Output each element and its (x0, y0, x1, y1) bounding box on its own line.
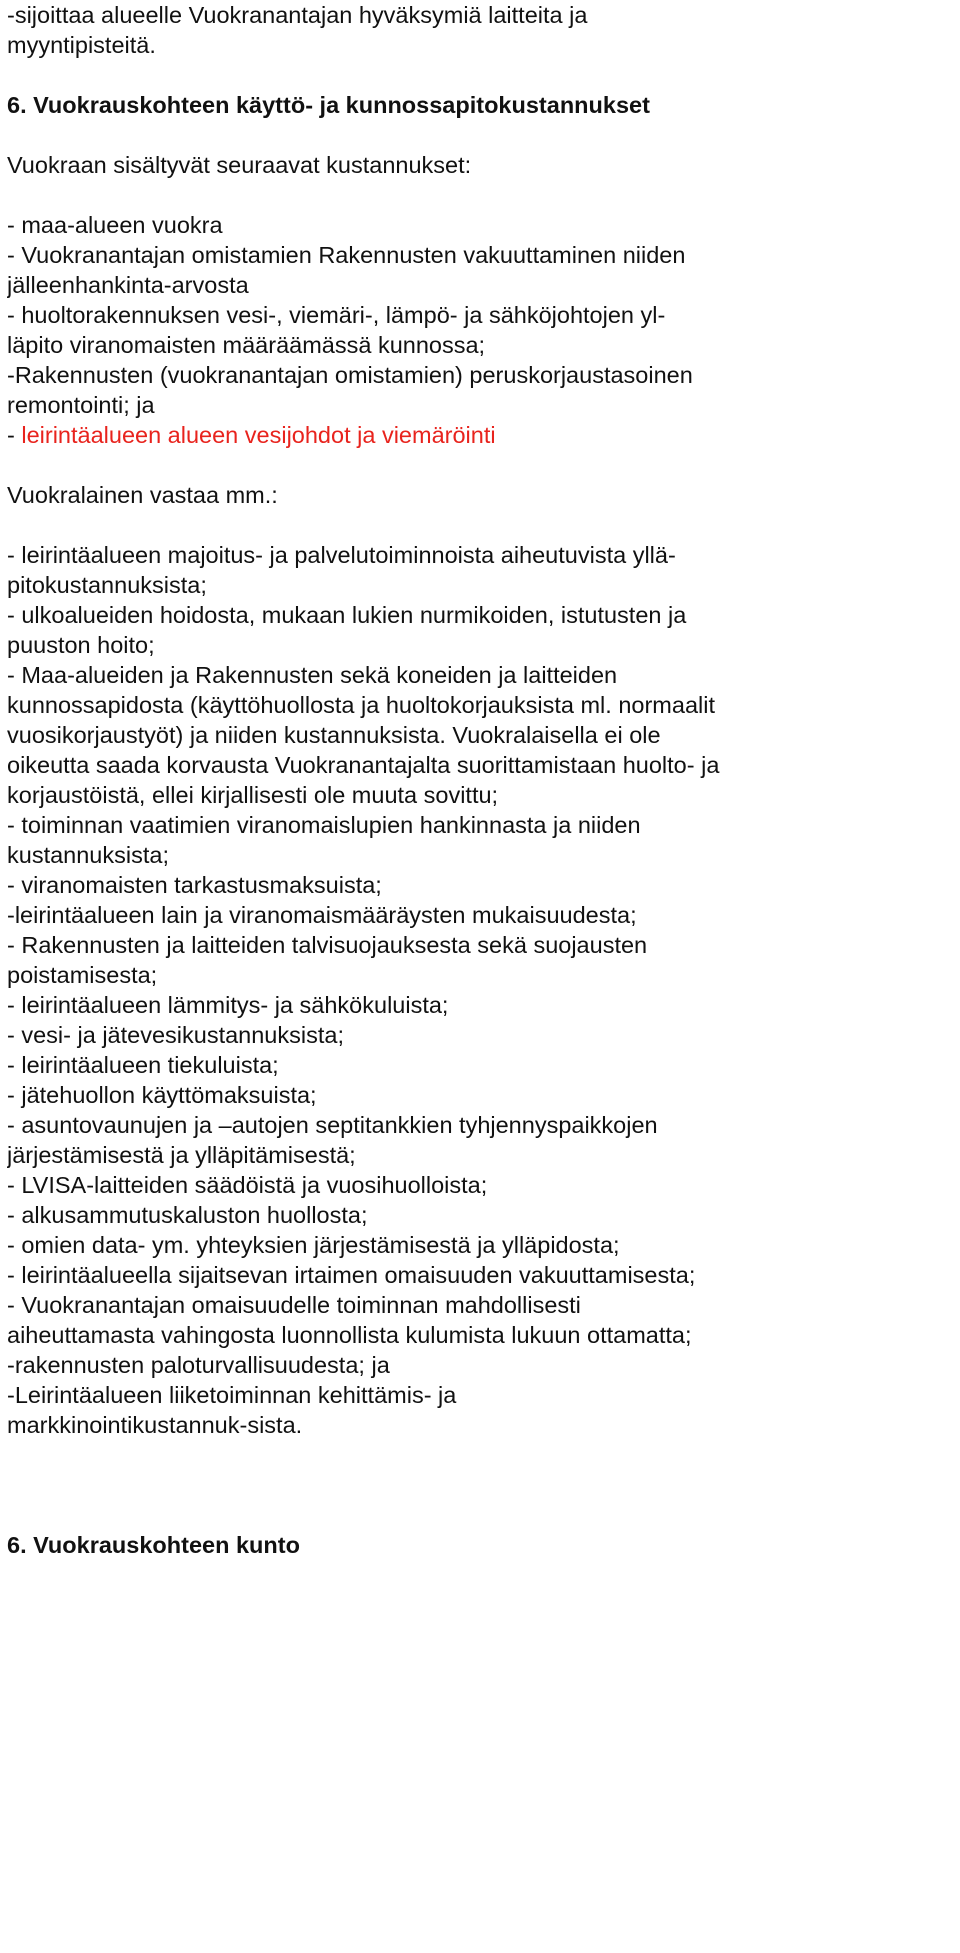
list-item: - leirintäalueen tiekuluista; (7, 1052, 279, 1078)
list-item: - toiminnan vaatimien viranomaislupien hankinnasta ja niiden (7, 812, 641, 838)
list-item: - vesi- ja jätevesikustannuksista; (7, 1022, 344, 1048)
list-item: - viranomaisten tarkastusmaksuista; (7, 872, 382, 898)
list-item: - leirintäalueen lämmitys- ja sähkökuluista; (7, 992, 449, 1018)
spacer (7, 60, 952, 90)
list-item: pitokustannuksista; (7, 572, 207, 598)
section-heading: 6. Vuokrauskohteen käyttö- ja kunnossapitokustannukset (7, 92, 650, 118)
intro-line-1: -sijoittaa alueelle Vuokranantajan hyväksymiä laitteita ja (7, 2, 588, 28)
list-item: -leirintäalueen lain ja viranomaismääräysten mukaisuudesta; (7, 902, 637, 928)
spacer (7, 120, 952, 150)
list-item: -rakennusten paloturvallisuudesta; ja (7, 1352, 390, 1378)
list-bullet: - (7, 422, 22, 448)
document-page (7, 0, 952, 1560)
highlighted-text: leirintäalueen alueen vesijohdot ja viemäröinti (21, 422, 496, 448)
list-item: kustannuksista; (7, 842, 169, 868)
list-item: - alkusammutuskaluston huollosta; (7, 1202, 368, 1228)
list-item: - maa-alueen vuokra (7, 212, 223, 238)
spacer (7, 180, 952, 210)
list-item: - Rakennusten ja laitteiden talvisuojauksesta sekä suojausten (7, 932, 648, 958)
included-costs-title: Vuokraan sisältyvät seuraavat kustannukset: (7, 152, 472, 178)
list-item: - omien data- ym. yhteyksien järjestämisestä ja ylläpidosta; (7, 1232, 620, 1258)
included-costs-list (7, 210, 952, 450)
list-item: vuosikorjaustyöt) ja niiden kustannuksista. Vuokralaisella ei ole (7, 722, 661, 748)
list-item: - Vuokranantajan omistamien Rakennusten vakuuttaminen niiden (7, 242, 686, 268)
intro-line-2: myyntipisteitä. (7, 32, 156, 58)
list-item: -Leirintäalueen liiketoiminnan kehittämis- ja (7, 1382, 457, 1408)
list-item: - leirintäalueen majoitus- ja palvelutoiminnoista aiheutuvista yllä- (7, 542, 676, 568)
list-item: puuston hoito; (7, 632, 155, 658)
list-item: markkinointikustannuk-sista. (7, 1412, 303, 1438)
list-item: - ulkoalueiden hoidosta, mukaan lukien nurmikoiden, istutusten ja (7, 602, 687, 628)
spacer (7, 1440, 952, 1470)
spacer (7, 510, 952, 540)
list-item: - LVISA-laitteiden säädöistä ja vuosihuolloista; (7, 1172, 488, 1198)
list-item: poistamisesta; (7, 962, 158, 988)
list-item: remontointi; ja (7, 392, 155, 418)
list-item: - Maa-alueiden ja Rakennusten sekä koneiden ja laitteiden (7, 662, 618, 688)
spacer (7, 1470, 952, 1500)
list-item-highlighted (7, 420, 952, 450)
list-item: - Vuokranantajan omaisuudelle toiminnan mahdollisesti (7, 1292, 581, 1318)
list-item: aiheuttamasta vahingosta luonnollista kulumista lukuun ottamatta; (7, 1322, 692, 1348)
list-item: - leirintäalueella sijaitsevan irtaimen omaisuuden vakuuttamisesta; (7, 1262, 696, 1288)
list-item: korjaustöistä, ellei kirjallisesti ole muuta sovittu; (7, 782, 499, 808)
list-item: -Rakennusten (vuokranantajan omistamien) peruskorjaustasoinen (7, 362, 693, 388)
spacer (7, 450, 952, 480)
list-item: oikeutta saada korvausta Vuokranantajalta suorittamistaan huolto- ja (7, 752, 720, 778)
tenant-list (7, 540, 952, 1440)
tenant-title: Vuokralainen vastaa mm.: (7, 482, 278, 508)
next-section-heading: 6. Vuokrauskohteen kunto (7, 1532, 300, 1558)
list-item: järjestämisestä ja ylläpitämisestä; (7, 1142, 356, 1168)
list-item: - jätehuollon käyttömaksuista; (7, 1082, 317, 1108)
list-item: - asuntovaunujen ja –autojen septitankkien tyhjennyspaikkojen (7, 1112, 658, 1138)
list-item: - huoltorakennuksen vesi-, viemäri-, lämpö- ja sähköjohtojen yl- (7, 302, 666, 328)
spacer (7, 1500, 952, 1530)
list-item: läpito viranomaisten määräämässä kunnossa; (7, 332, 486, 358)
list-item: kunnossapidosta (käyttöhuollosta ja huoltokorjauksista ml. normaalit (7, 692, 715, 718)
list-item: jälleenhankinta-arvosta (7, 272, 249, 298)
